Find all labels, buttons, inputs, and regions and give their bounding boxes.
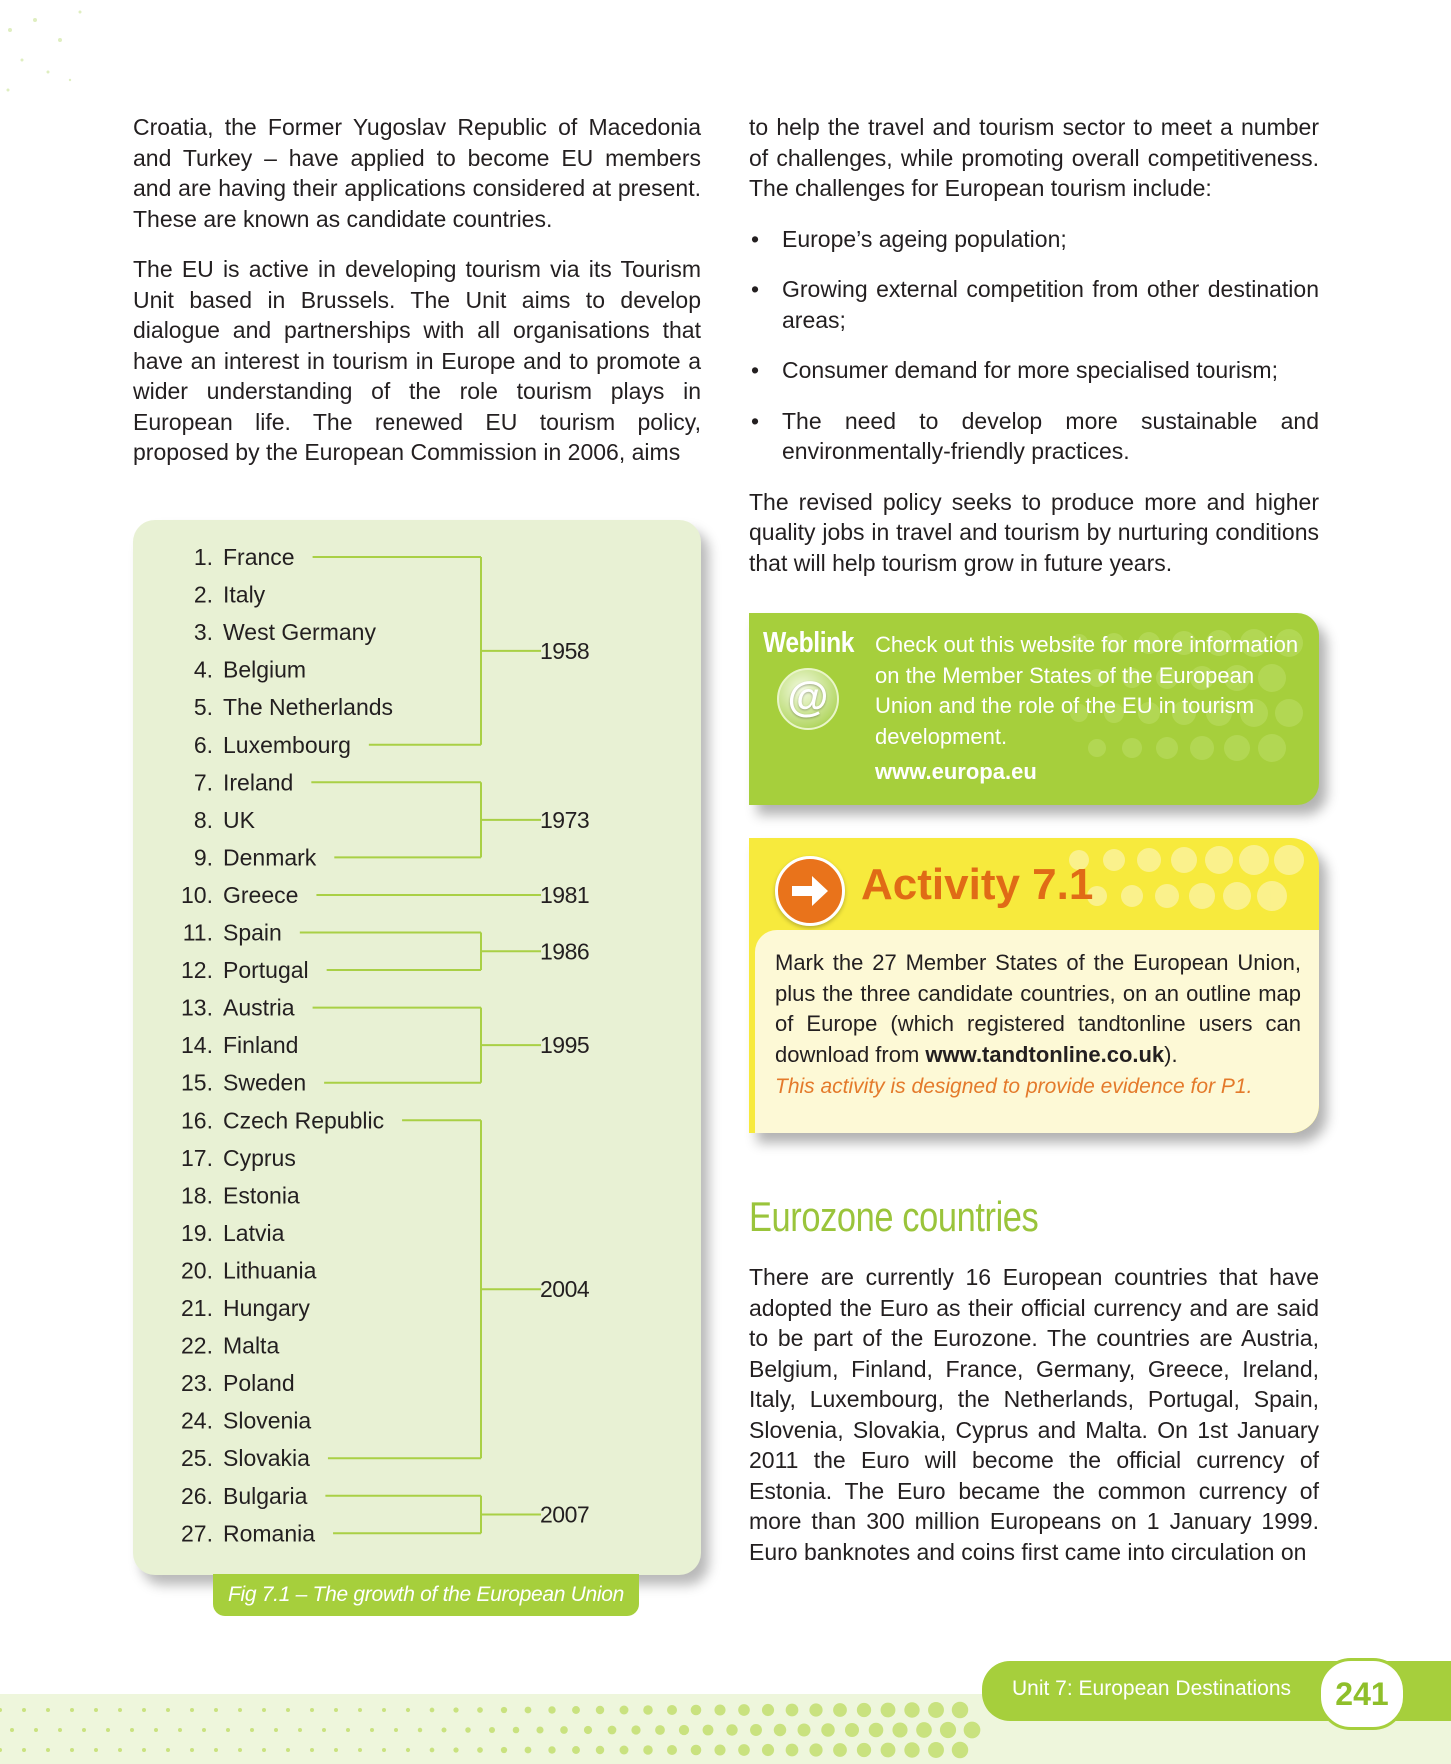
country-name: Austria	[223, 994, 295, 1021]
country-number: 7.	[193, 769, 213, 796]
country-name: Romania	[223, 1520, 316, 1547]
country-number: 25.	[181, 1445, 213, 1472]
country-number: 22.	[181, 1332, 213, 1359]
country-name: Slovenia	[223, 1407, 312, 1434]
country-name: Hungary	[223, 1295, 310, 1321]
country-name: Luxembourg	[223, 731, 351, 758]
accession-year: 1973	[540, 806, 590, 833]
country-name: Lithuania	[223, 1257, 317, 1284]
revised-policy-paragraph: The revised policy seeks to produce more and higher quality jobs in travel and tourism by nurturing conditions that will help tourism grow in future years.	[749, 488, 1319, 576]
country-number: 21.	[181, 1295, 213, 1321]
list-item: • Growing external competition from other destination areas;	[749, 274, 1319, 335]
activity-note: This activity is designed to provide evidence for P1.	[775, 1075, 1253, 1098]
country-number: 1.	[193, 544, 213, 570]
country-name: Portugal	[223, 957, 309, 984]
country-number: 15.	[181, 1069, 213, 1096]
country-name: Sweden	[223, 1069, 307, 1096]
country-number: 12.	[181, 957, 213, 984]
figure-caption: Fig 7.1 – The growth of the European Union	[213, 1574, 639, 1616]
accession-year: 1958	[540, 637, 590, 664]
country-number: 16.	[181, 1107, 213, 1134]
accession-year: 2007	[540, 1501, 590, 1528]
right-column	[749, 112, 1319, 598]
activity-text-before: Mark the 27 Member States of the European Union, plus the three candidate countries, on an outline map of Europe (which registered tandtonline users can download from	[775, 950, 1301, 1067]
country-name: Ireland	[223, 769, 294, 796]
country-number: 5.	[193, 694, 213, 721]
country-name: Czech Republic	[223, 1107, 385, 1134]
country-number: 6.	[193, 731, 213, 758]
activity-instructions	[775, 948, 1301, 1070]
country-number: 27.	[181, 1520, 213, 1547]
challenges-list	[749, 224, 1319, 467]
country-name: Finland	[223, 1032, 299, 1059]
weblink-description: Check out this website for more information on the Member States of the European Union and the role of the EU in tourism development.	[875, 632, 1299, 749]
country-name: Greece	[223, 881, 299, 908]
weblink-title: Weblink	[763, 627, 855, 659]
country-number: 8.	[193, 806, 213, 833]
country-name: Poland	[223, 1370, 295, 1397]
country-number: 9.	[193, 844, 213, 871]
country-name: Estonia	[223, 1182, 300, 1209]
country-name: Spain	[223, 919, 282, 946]
country-number: 26.	[181, 1482, 213, 1509]
at-icon: @	[777, 668, 839, 730]
country-number: 14.	[181, 1032, 213, 1059]
eurozone-heading: Eurozone countries	[749, 1193, 1039, 1240]
activity-link[interactable]: www.tandtonline.co.uk	[925, 1041, 1165, 1067]
country-name: West Germany	[223, 619, 376, 646]
country-name: Denmark	[223, 844, 317, 871]
country-name: Cyprus	[223, 1144, 296, 1171]
country-number: 2.	[193, 581, 213, 608]
eu-growth-diagram	[133, 520, 701, 1575]
country-number: 17.	[181, 1144, 213, 1171]
arrow-right-icon	[775, 856, 845, 926]
country-number: 11.	[182, 919, 213, 946]
list-item: • Europe’s ageing population;	[749, 224, 1319, 255]
country-number: 3.	[193, 619, 213, 646]
candidate-countries-paragraph: Croatia, the Former Yugoslav Republic of Macedonia and Turkey – have applied to become EU members and are having their applications considered at present. These are known as candidate countries.	[133, 114, 701, 232]
accession-year: 1995	[540, 1032, 590, 1059]
unit-label: Unit 7: European Destinations	[1012, 1677, 1291, 1700]
country-number: 23.	[181, 1370, 213, 1397]
country-number: 20.	[181, 1257, 213, 1284]
country-number: 19.	[181, 1219, 213, 1246]
eurozone-paragraph: There are currently 16 European countries that have adopted the Euro as their official currency and are said to be part of the Eurozone. The countries are Austria, Belgium, Finland, France, Germany, Greece, Ireland, Italy, Luxembourg, the Netherlands, Portugal, Spain, Slovenia, Slovakia, Cyprus and Malta. On 1st January 2011 the Euro will become the official currency of Estonia. The Euro became the common currency of more than 300 million Europeans on 1 January 1999. Euro banknotes and coins first came into circulation on	[749, 1264, 1319, 1565]
country-number: 13.	[181, 994, 213, 1021]
activity-title: Activity 7.1	[861, 860, 1094, 909]
country-name: Slovakia	[223, 1445, 310, 1472]
country-name: Belgium	[223, 656, 307, 683]
tourism-unit-paragraph: The EU is active in developing tourism via its Tourism Unit based in Brussels. The Unit aims to develop dialogue and partnerships with all organisations that have an interest in tourism in Europe and to promote a wider understanding of the role tourism plays in European life. The renewed EU tourism policy, proposed by the European Commission in 2006, aims	[133, 256, 701, 465]
country-name: Malta	[223, 1332, 280, 1359]
country-name: Bulgaria	[223, 1482, 308, 1509]
country-name: UK	[223, 806, 255, 833]
activity-box	[749, 838, 1319, 1133]
country-number: 4.	[193, 656, 213, 683]
accession-year: 2004	[540, 1276, 590, 1303]
country-name: France	[223, 544, 295, 570]
country-name: The Netherlands	[223, 694, 394, 721]
weblink-url[interactable]: www.europa.eu	[875, 759, 1037, 784]
accession-year: 1981	[540, 881, 590, 908]
page-number: 241	[1318, 1658, 1406, 1730]
country-name: Italy	[223, 581, 266, 608]
activity-content	[755, 930, 1319, 1133]
accession-year: 1986	[540, 938, 590, 965]
decorative-dots-top	[0, 0, 200, 120]
weblink-box	[749, 613, 1319, 805]
eu-growth-figure	[133, 520, 701, 1575]
country-number: 24.	[181, 1407, 213, 1434]
left-column	[133, 112, 701, 488]
list-item: • Consumer demand for more specialised tourism;	[749, 355, 1319, 386]
activity-text-after: ).	[1164, 1041, 1178, 1067]
country-number: 10.	[181, 881, 213, 908]
country-number: 18.	[181, 1182, 213, 1209]
list-item: • The need to develop more sustainable and environmentally-friendly practices.	[749, 406, 1319, 467]
challenges-intro: to help the travel and tourism sector to meet a number of challenges, while promoting overall competitiveness. The challenges for European tourism include:	[749, 114, 1319, 201]
country-name: Latvia	[223, 1219, 285, 1246]
